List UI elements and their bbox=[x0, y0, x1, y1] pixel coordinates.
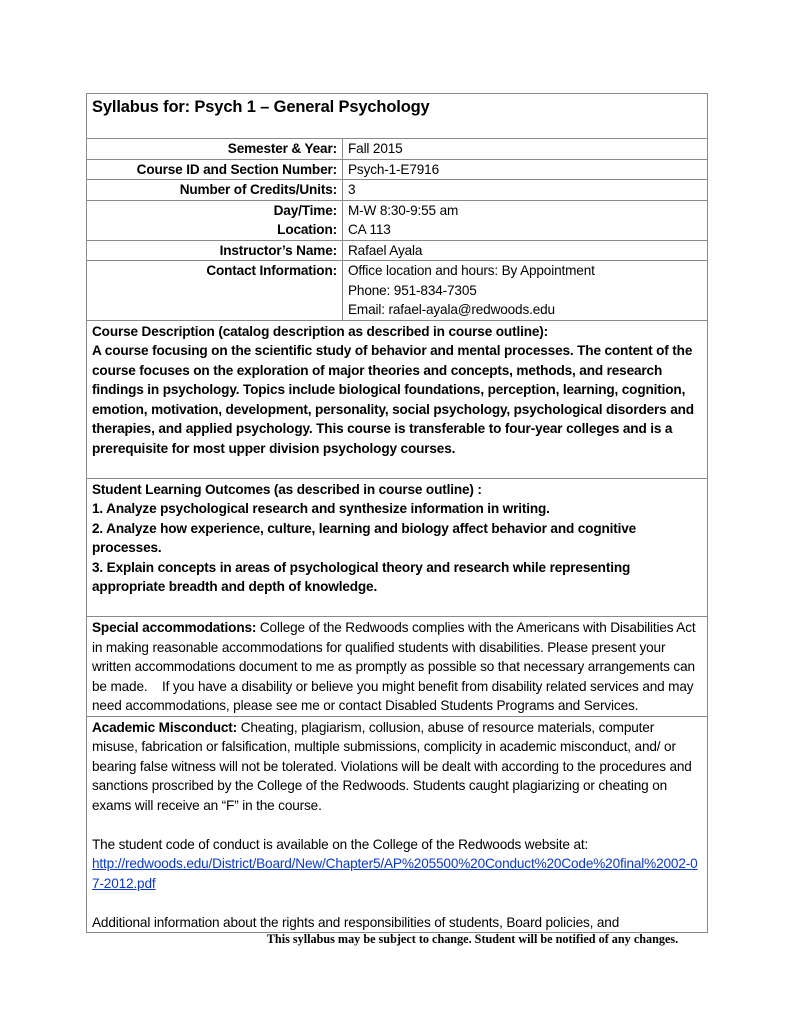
info-value: Psych-1-E7916 bbox=[343, 159, 708, 180]
course-description-section bbox=[87, 320, 708, 478]
info-value: Rafael Ayala bbox=[343, 240, 708, 261]
info-value: CA 113 bbox=[343, 220, 708, 240]
info-row-instructor bbox=[87, 240, 708, 261]
special-accommodations-label: Special accommodations: bbox=[92, 620, 257, 635]
info-row-semester bbox=[87, 139, 708, 160]
academic-misconduct-section bbox=[87, 716, 708, 933]
learning-outcomes-heading: Student Learning Outcomes (as described in course outline) : bbox=[92, 481, 482, 497]
special-accommodations-body: College of the Redwoods complies with the Americans with Disabilities Act in making reasonable accommodations for qualified students with disabilities. Please present your written accommodations document to me as promptly as possible so that necessary arrangements can be made. If you have a disability or believe you might benefit from disability related services and may need accommodations, please see me or contact Disabled Students Programs and Services. bbox=[92, 620, 700, 713]
code-of-conduct-link[interactable]: http://redwoods.edu/District/Board/New/Chapter5/AP%205500%20Conduct%20Code%20final%2002-07-2012.pdf bbox=[92, 856, 698, 891]
info-label: Location: bbox=[87, 220, 343, 240]
learning-outcome-item: 2. Analyze how experience, culture, learning and biology affect behavior and cognitive processes. bbox=[92, 520, 637, 555]
info-label: Course ID and Section Number: bbox=[87, 159, 343, 180]
course-description-heading: Course Description (catalog description as described in course outline): bbox=[92, 323, 549, 339]
special-accommodations-section bbox=[87, 617, 708, 717]
info-value: M-W 8:30-9:55 am bbox=[343, 200, 708, 220]
course-description-body: A course focusing on the scientific study of behavior and mental processes. The content of the course focuses on the exploration of major theories and concepts, methods, and research findings in psychology. Topics include biological foundations, perception, learning, cognition, emotion, motivation, development, personality, social psychology, psychological disorders and therapies, and applied psychology. This course is transferable to four-year colleges and is a prerequisite for most upper division psychology courses. bbox=[92, 343, 694, 456]
info-label: Semester & Year: bbox=[87, 139, 343, 160]
learning-outcome-item: 1. Analyze psychological research and synthesize information in writing. bbox=[92, 501, 550, 516]
academic-misconduct-body: Cheating, plagiarism, collusion, abuse of resource materials, computer misuse, fabrication or falsification, multiple submissions, complicity in academic misconduct, and/ or bearing false witness will not be tolerated. Violations will be dealt with according to the procedures and sanctions proscribed by the College of the Redwoods. Students caught plagiarizing or cheating on exams will receive an “F” in the course. bbox=[92, 719, 692, 813]
additional-info-text: Additional information about the rights and responsibilities of students, Board policies, and bbox=[92, 914, 620, 930]
info-row-day-time bbox=[87, 200, 708, 220]
contact-email: Email: rafael-ayala@redwoods.edu bbox=[348, 302, 555, 317]
code-of-conduct-text: The student code of conduct is available on the College of the Redwoods website at: bbox=[92, 836, 589, 852]
info-value: 3 bbox=[343, 180, 708, 201]
learning-outcome-item: 3. Explain concepts in areas of psychological theory and research while representing appropriate breadth and depth of knowledge. bbox=[92, 559, 631, 594]
info-value: Fall 2015 bbox=[343, 139, 708, 160]
info-row-location bbox=[87, 220, 708, 240]
syllabus-page bbox=[86, 93, 707, 933]
contact-phone: Phone: 951-834-7305 bbox=[348, 282, 477, 298]
learning-outcomes-section bbox=[87, 478, 708, 617]
info-row-contact bbox=[87, 261, 708, 321]
footer-note: This syllabus may be subject to change. Student will be notified of any changes. bbox=[266, 932, 679, 946]
info-label: Instructor’s Name: bbox=[87, 240, 343, 261]
academic-misconduct-label: Academic Misconduct: bbox=[92, 719, 238, 735]
info-row-course-id bbox=[87, 159, 708, 180]
info-label: Contact Information: bbox=[87, 261, 343, 321]
syllabus-title: Syllabus for: Psych 1 – General Psychology bbox=[87, 94, 708, 139]
info-value-contact bbox=[343, 261, 708, 321]
info-row-credits bbox=[87, 180, 708, 201]
syllabus-table bbox=[86, 93, 708, 933]
info-label: Day/Time: bbox=[87, 200, 343, 220]
contact-office: Office location and hours: By Appointment bbox=[348, 263, 595, 278]
footer-note-container bbox=[0, 932, 791, 947]
info-label: Number of Credits/Units: bbox=[87, 180, 343, 201]
